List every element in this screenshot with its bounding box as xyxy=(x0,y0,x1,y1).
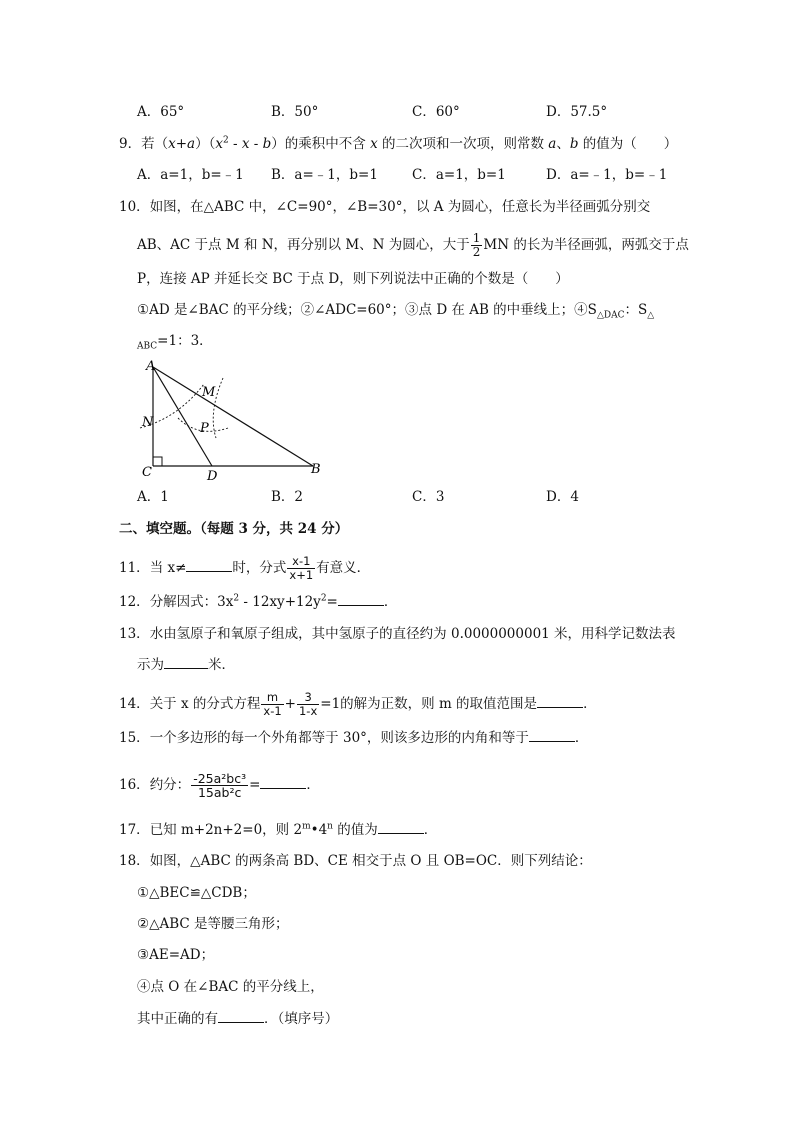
q14: 14．关于 x 的分式方程 $\frac{m}{x-1}$ + $\frac{3}{1-x}$ =1的解为正数，则 m 的取值范围是 ． xyxy=(119,690,597,718)
fraction: $\frac{m}{x-1}$ xyxy=(263,690,282,718)
q10-option-b: B．2 xyxy=(271,489,304,505)
q10-line1: 10．如图，在△ABC 中，∠C=90°，∠B=30°，以 A 为圆心，任意长为半径画弧分别交 xyxy=(119,199,651,215)
q18-answer-line: 其中正确的有 ．（填序号） xyxy=(137,1011,339,1027)
label-n: N xyxy=(142,415,154,430)
label-m: M xyxy=(202,385,216,400)
q9-option-d: D．a=﹣1，b=﹣1 xyxy=(546,167,668,183)
half-fraction: $\frac{1}{2}$ xyxy=(472,231,481,259)
answer-blank[interactable] xyxy=(537,695,583,708)
answer-blank[interactable] xyxy=(260,776,306,789)
fraction: $\frac{3}{1-x}$ xyxy=(298,690,318,718)
q11: 11．当 x≠ 时，分式 $\frac{x-1}{x+1}$ 有意义． xyxy=(119,554,371,582)
label-c: C xyxy=(142,465,152,480)
q10-option-c: C．3 xyxy=(412,489,445,505)
fraction: $\frac{x-1}{x+1}$ xyxy=(289,554,314,582)
q10-line3: P，连接 AP 并延长交 BC 于点 D，则下列说法中正确的个数是（ ） xyxy=(137,271,569,287)
triangle-figure xyxy=(138,358,338,483)
q13-line2: 示为 米． xyxy=(137,657,235,673)
q9-stem: 9．若$(x+a)(x^2 - x - b)$的乘积中不含 x 的二次项和一次项，则常数 a、b 的值为（ ） xyxy=(119,135,678,152)
q13-line1: 13．水由氢原子和氧原子组成，其中氢原子的直径约为 0.0000000001 米，用科学记数法表 xyxy=(119,626,676,642)
q9-option-c: C．a=1，b=1 xyxy=(412,167,506,183)
q10-number: 10． xyxy=(119,199,150,215)
label-d: D xyxy=(207,469,218,483)
q9-option-b: B．a=﹣1，b=1 xyxy=(271,167,378,183)
side-ab xyxy=(153,367,313,466)
answer-blank[interactable] xyxy=(218,1010,264,1023)
label-b: B xyxy=(311,462,321,477)
fraction: $\frac{\text{-25a²bc³}}{\text{15ab²c}}$ xyxy=(193,771,247,800)
q8-option-a: A．65° xyxy=(137,104,185,120)
q18-stem: 18．如图，△ABC 的两条高 BD、CE 相交于点 O 且 OB=OC．则下列结论： xyxy=(119,853,592,869)
segment-ad xyxy=(153,367,212,466)
q10-option-a: A．1 xyxy=(137,489,169,505)
q18-conclusion-1: ①△BEC≌△CDB； xyxy=(137,885,256,901)
right-angle-mark xyxy=(153,457,162,466)
q10-line5: $_{ABC}$=1：3． xyxy=(137,333,213,352)
q16: 16．约分： $\frac{\text{-25a²bc³}}{\text{15ab²c}}$ = ． xyxy=(119,771,320,800)
q18-conclusion-2: ②△ABC 是等腰三角形； xyxy=(137,916,289,932)
q9-option-a: A．a=1，b=﹣1 xyxy=(137,167,244,183)
q17: 17．已知 m+2n+2=0，则 2$^m$•4$^n$ 的值为 ． xyxy=(119,821,438,838)
answer-blank[interactable] xyxy=(338,593,384,606)
q10-line2: AB、AC 于点 M 和 N，再分别以 M、N 为圆心，大于 $\frac{1}{2}$ MN 的长为半径画弧，两弧交于点 xyxy=(137,231,689,259)
answer-blank[interactable] xyxy=(529,729,575,742)
q12: 12．分解因式：$3x^2 - 12xy+12y^2=$ ． xyxy=(119,593,398,610)
q18-conclusion-4: ④点 O 在∠BAC 的平分线上， xyxy=(137,979,324,995)
q8-option-c: C．60° xyxy=(412,104,460,120)
answer-blank[interactable] xyxy=(378,821,424,834)
answer-blank[interactable] xyxy=(164,656,208,669)
label-a: A xyxy=(146,359,156,374)
q15: 15．一个多边形的每一个外角都等于 30°，则该多边形的内角和等于 ． xyxy=(119,730,589,746)
answer-blank[interactable] xyxy=(186,559,232,572)
label-p: P xyxy=(200,421,209,436)
q8-option-b: B．50° xyxy=(271,104,319,120)
q18-conclusion-3: ③AE=AD； xyxy=(137,947,215,963)
q9-number: 9． xyxy=(119,136,142,152)
q10-option-d: D．4 xyxy=(546,489,579,505)
section-heading: 二、填空题。（每题 3 分，共 24 分） xyxy=(119,521,349,537)
q8-option-d: D．57.5° xyxy=(546,104,608,120)
q10-line4: ①AD 是∠BAC 的平分线；②∠ADC=60°；③点 D 在 AB 的中垂线上；$④S_{\triangle DAC}$：$S_\triangle$ xyxy=(137,302,655,321)
